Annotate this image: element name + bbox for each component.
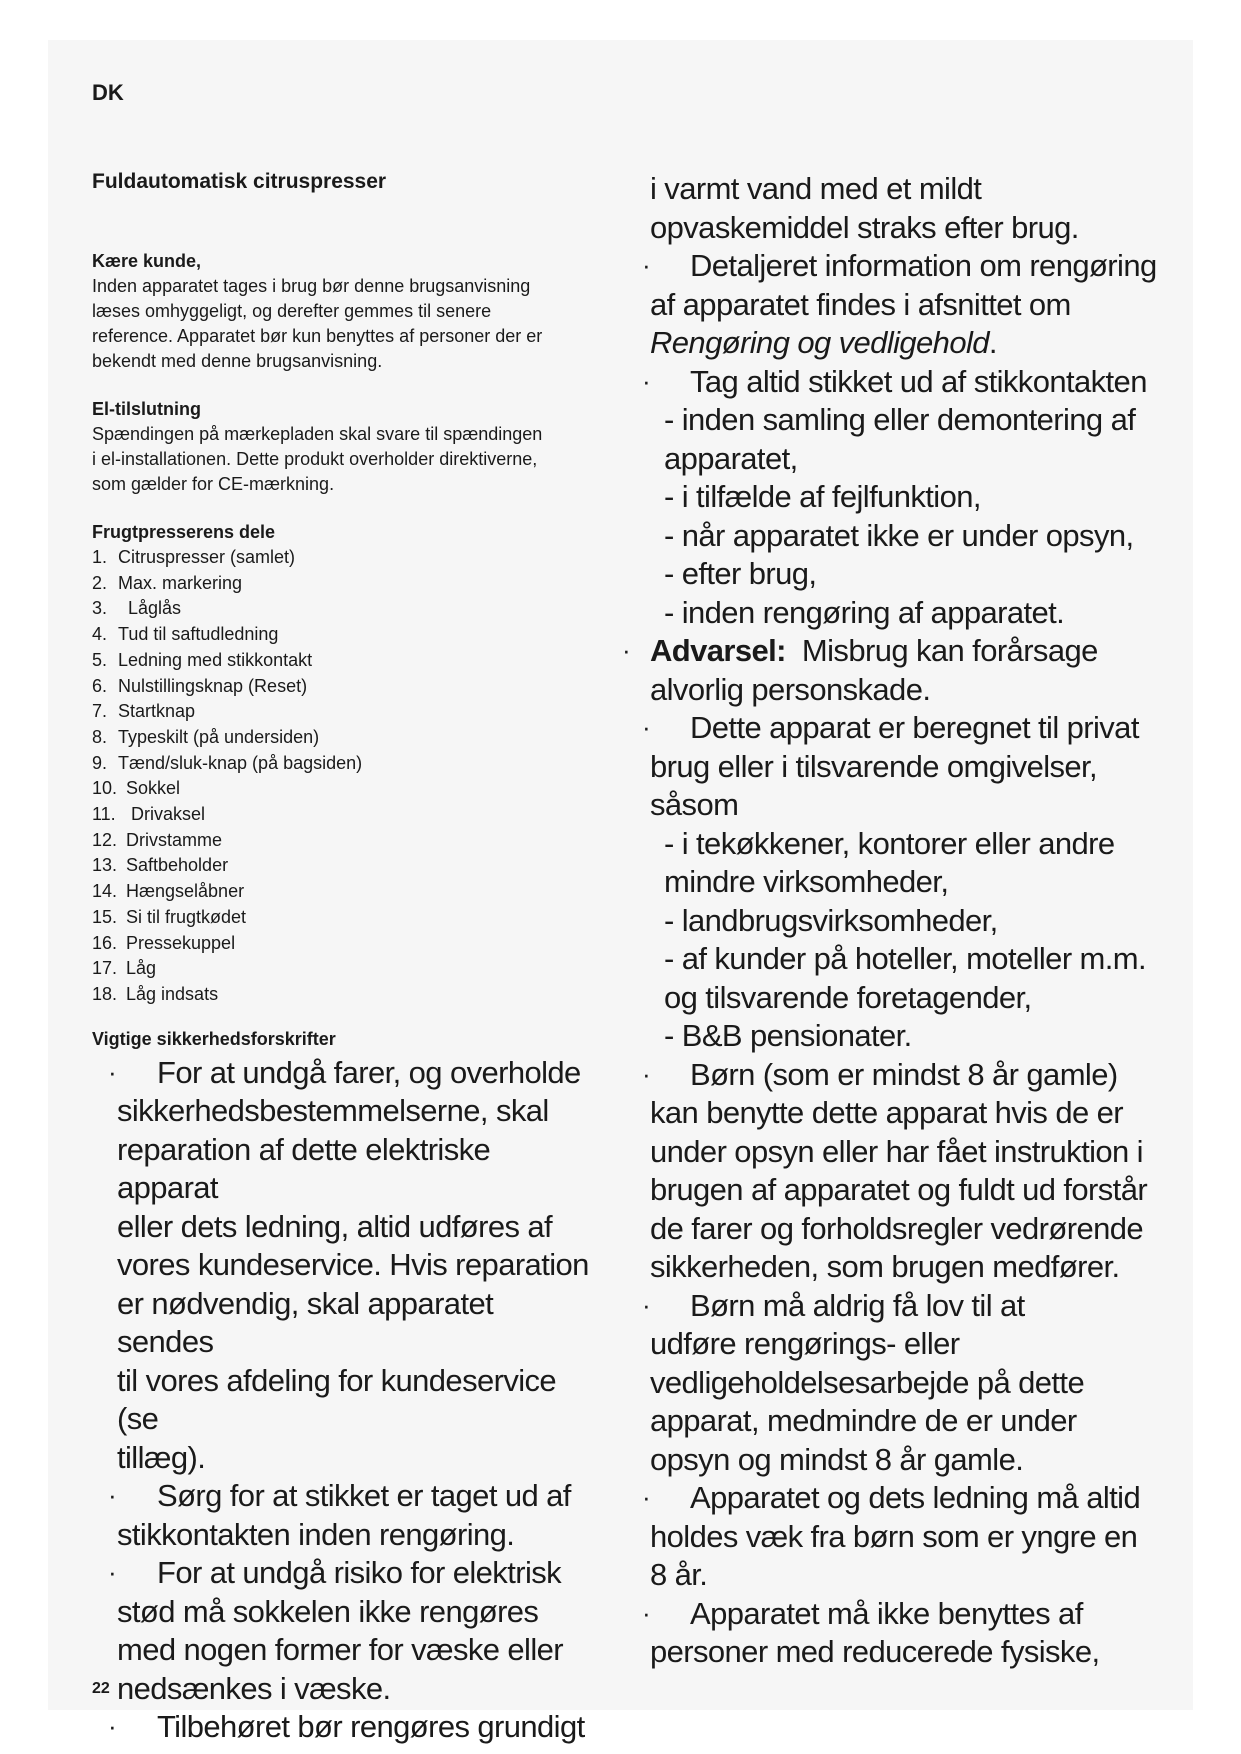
continued-line: opvaskemiddel straks efter brug. (650, 209, 1079, 245)
warning-label: Advarsel: (650, 633, 786, 668)
right-column (622, 170, 1170, 1672)
bullet-icon: · (108, 1711, 117, 1742)
bullet-icon: · (622, 635, 631, 665)
greeting-line: reference. Apparatet bør kun benyttes af personer der er (92, 326, 543, 346)
list-item: · Tag altid stikket ud af stikkontakten - inden samling eller demontering af apparatet, - i tilfælde af fejlfunktion, - når apparatet ikke er under opsyn, - efter brug, - inden rengøring af apparatet. (642, 363, 1147, 630)
bullet-icon: · (642, 1597, 651, 1628)
bullet-icon: · (108, 1557, 117, 1588)
list-item: 9. Tænd/sluk-knap (på bagsiden) (92, 752, 363, 773)
list-item: 14. Hængselåbner (92, 881, 245, 902)
list-item: · Børn må aldrig få lov til at udføre rengørings- eller vedligeholdelsesarbejde på dette apparat, medmindre de er under opsyn og mindst 8 år gamle. (642, 1287, 1085, 1477)
bullet-icon: · (642, 1482, 651, 1512)
section-reference: Rengøring og vedligehold (650, 325, 989, 360)
list-item: · Børn (som er mindst 8 år gamle) kan benytte dette apparat hvis de er under opsyn eller har fået instruktion i brugen af apparatet og fuldt ud forstår de farer og forholdsregler vedrørende sikkerheden, som brugen medfører. (642, 1056, 1148, 1284)
list-item: 12. Drivstamme (92, 829, 223, 850)
list-item: 11. Drivaksel (92, 804, 206, 825)
list-item: 8. Typeskilt (på undersiden) (92, 726, 320, 747)
greeting-heading: Kære kunde, (92, 251, 202, 271)
bullet-icon: · (108, 1480, 117, 1511)
safety-bullet-list (92, 1054, 592, 1747)
bullet-icon: · (642, 365, 651, 396)
greeting-line: bekendt med denne brugsanvisning. (92, 351, 383, 371)
parts-heading: Frugtpresserens dele (92, 522, 276, 542)
list-item: 13. Saftbeholder (92, 855, 229, 876)
list-item: 10. Sokkel (92, 778, 181, 799)
parts-list (92, 545, 592, 1008)
bullet-icon: · (108, 1056, 117, 1087)
left-column (92, 168, 592, 1747)
warning-item: · Advarsel: Misbrug kan forårsage alvorlig personskade. (622, 633, 1098, 707)
language-label: DK (92, 80, 124, 105)
document-title: Fuldautomatisk citruspresser (92, 170, 387, 193)
bullet-icon: · (642, 1058, 651, 1089)
list-item: 3. Låglås (92, 598, 182, 619)
safety-heading: Vigtige sikkerhedsforskrifter (92, 1028, 336, 1049)
bullet-icon: · (642, 250, 651, 280)
list-item: 1. Citruspresser (samlet) (92, 547, 296, 567)
continued-line: i varmt vand med et mildt (650, 171, 982, 206)
list-item: 4. Tud til saftudledning (92, 624, 279, 645)
greeting-line: læses omhyggeligt, og derefter gemmes til senere (92, 301, 492, 321)
list-item: · For at undgå farer, og overholde sikkerhedsbestemmelserne, skal reparation af dette elektriske apparat eller dets ledning, altid udføres af vores kundeservice. Hvis reparation er nødvendig, skal apparatet sendes til vores afdeling for kundeservice (se tillæg). (108, 1054, 589, 1475)
bullet-icon: · (642, 712, 651, 742)
list-item: · For at undgå risiko for elektrisk stød må sokkelen ikke rengøres med nogen former for væske eller nedsænkes i væske. (108, 1555, 563, 1706)
page-number: 22 (92, 1680, 110, 1697)
el-line: Spændingen på mærkepladen skal svare til spændingen (92, 424, 543, 444)
list-item: 7. Startknap (92, 701, 196, 722)
list-item: 5. Ledning med stikkontakt (92, 649, 313, 670)
list-item: 2. Max. markering (92, 572, 243, 593)
list-item: 18. Låg indsats (92, 983, 219, 1004)
list-item: 17. Låg (92, 958, 157, 979)
list-item: 16. Pressekuppel (92, 932, 236, 953)
el-line: som gælder for CE-mærkning. (92, 474, 335, 494)
list-item: · Sørg for at stikket er taget ud af stikkontakten inden rengøring. (108, 1478, 571, 1552)
list-item: · Apparatet og dets ledning må altid holdes væk fra børn som er yngre en 8 år. (642, 1480, 1141, 1592)
list-item: · Apparatet må ikke benyttes af personer med reducerede fysiske, (642, 1595, 1100, 1669)
greeting-line: Inden apparatet tages i brug bør denne brugsanvisning (92, 276, 531, 296)
list-item: · Detaljeret information om rengøring af apparatet findes i afsnittet om Rengøring og vedligehold. (642, 248, 1157, 360)
list-item: 15. Si til frugtkødet (92, 906, 247, 927)
bullet-icon: · (642, 1289, 651, 1320)
el-line: i el-installationen. Dette produkt overholder direktiverne, (92, 449, 538, 469)
el-heading: El-tilslutning (92, 399, 201, 419)
list-item: 6. Nulstillingsknap (Reset) (92, 675, 308, 696)
list-item: · Tilbehøret bør rengøres grundigt (108, 1709, 585, 1745)
list-item: · Dette apparat er beregnet til privat brug eller i tilsvarende omgivelser, såsom - i tekøkkener, kontorer eller andre mindre virksomheder, - landbrugsvirksomheder, - af kunder på hoteller, moteller m.m. og tilsvarende foretagender, - B&B pensionater. (642, 710, 1147, 1053)
